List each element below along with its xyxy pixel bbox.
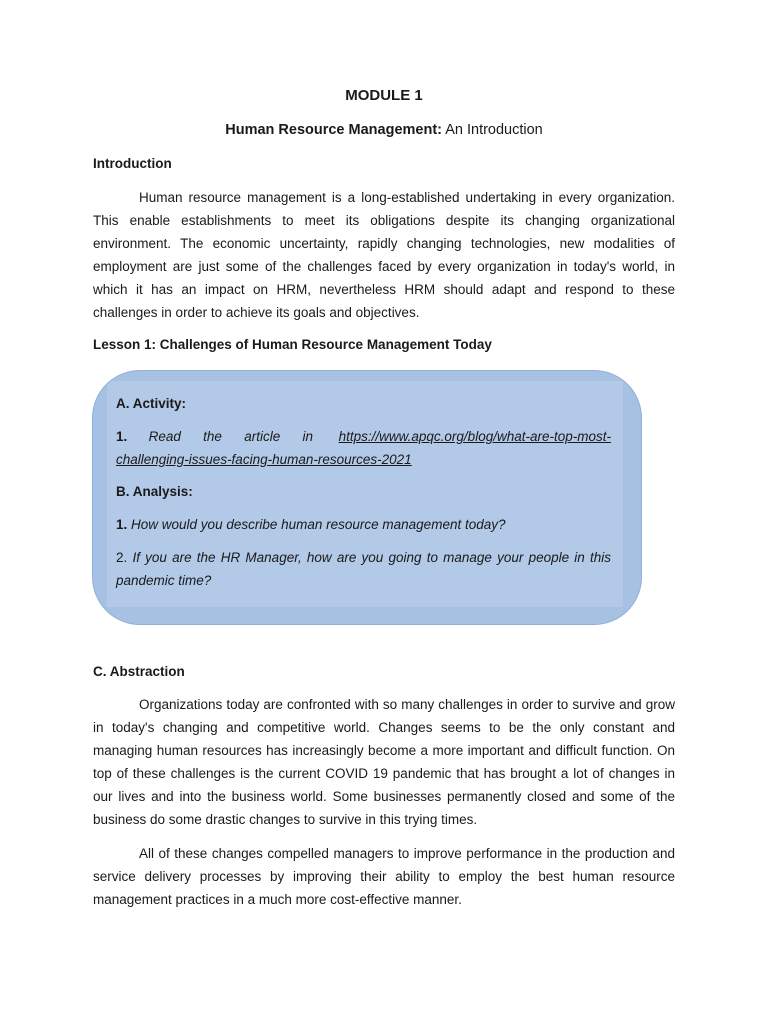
abstraction-para2-text: All of these changes compelled managers to improve performance in the production and service delivery processes by improving their ability to employ the best human resource management practices in a much more cost-effective manner. [93,846,675,907]
analysis-question-1 [116,513,611,536]
introduction-body: Human resource management is a long-established undertaking in every organization. This enable establishments to meet its obligations despite its changing organizational environment. The economic uncertainty, rapidly changing technologies, new modalities of employment are just some of the challenges faced by every organization in today's world, in which it has an impact on HRM, nevertheless HRM should adapt and respond to these challenges in order to achieve its goals and objectives. [93,190,675,320]
document-subtitle [0,122,768,138]
analysis-q1-number: 1. [116,517,128,532]
analysis-q2-text: If you are the HR Manager, how are you going to manage your people in this pandemic time? [116,550,611,588]
abstraction-para1-text: Organizations today are confronted with so many challenges in order to survive and grow in today's changing and competitive world. Changes seems to be the only constant and managing human resources has increasingly become a more important and difficult function. On top of these challenges is the current COVID 19 pandemic that has brought a lot of changes in our lives and into the business world. Some businesses permanently closed and some of the business do some drastic changes to survive in this trying times. [93,697,675,827]
introduction-heading: Introduction [93,156,172,171]
abstraction-paragraph-1 [93,693,675,831]
lesson-heading: Lesson 1: Challenges of Human Resource Management Today [93,337,492,352]
analysis-heading: B. Analysis: [116,484,193,499]
activity-heading: A. Activity: [116,396,187,411]
activity-item-number: 1. [116,429,128,444]
introduction-paragraph [93,186,675,324]
abstraction-paragraph-2 [93,842,675,911]
analysis-q1-text: How would you describe human resource management today? [131,517,506,532]
module-title: MODULE 1 [345,87,423,104]
subtitle-rest: An Introduction [441,122,543,138]
analysis-question-2 [116,546,611,592]
activity-item [116,425,611,471]
activity-callout-box [92,370,642,625]
analysis-q2-number: 2. [116,550,128,565]
abstraction-heading: C. Abstraction [93,664,185,679]
article-link[interactable]: https://www.apqc.org/blog/what-are-top-most-challenging-issues-facing-human-resources-2021 [116,429,611,467]
subtitle-bold: Human Resource Management: [225,122,442,138]
activity-item-text: Read the article in [148,429,313,444]
